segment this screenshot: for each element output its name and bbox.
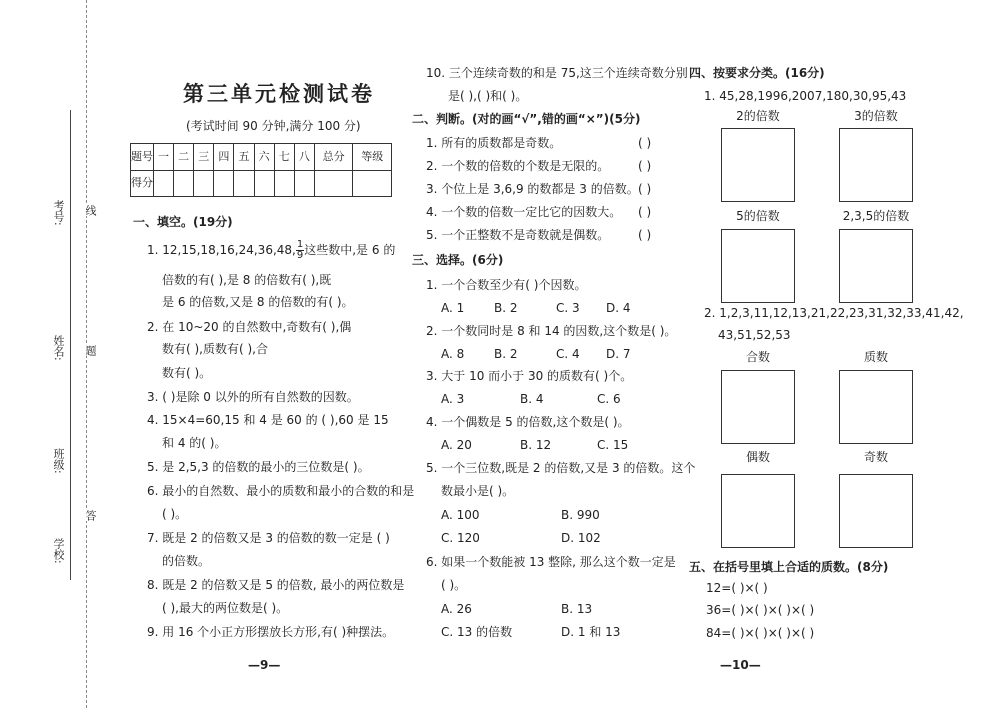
s3-q6-opt-a: A. 26 — [441, 602, 472, 616]
s3-q6-opt-c: C. 13 的倍数 — [441, 625, 513, 639]
s3-q6-opt-d: D. 1 和 13 — [561, 625, 621, 639]
s1-q2-line1: 2. 在 10~20 的自然数中,奇数有( ),偶 — [147, 320, 352, 334]
score-header-cell: 一 — [154, 144, 174, 171]
answer-box-prime[interactable] — [839, 370, 913, 444]
label-multiples-of-3: 3的倍数 — [854, 109, 898, 123]
score-header-cell: 七 — [274, 144, 294, 171]
score-input-cell[interactable] — [314, 170, 353, 197]
s1-q1-line1 — [147, 240, 395, 261]
score-header-cell: 二 — [174, 144, 194, 171]
s3-q5-opt-b: B. 990 — [561, 508, 600, 522]
da-text: 答 — [84, 510, 97, 521]
score-input-cell[interactable] — [214, 170, 234, 197]
s3-q6-opt-b: B. 13 — [561, 602, 593, 616]
s5-line-12: 12=( )×( ) — [706, 581, 768, 595]
s5-line-36: 36=( )×( )×( )×( ) — [706, 603, 815, 617]
judgment-answer-paren[interactable]: ( ) — [638, 228, 652, 242]
s3-q5-stem-2: 数最小是( )。 — [441, 484, 515, 498]
judgment-answer-paren[interactable]: ( ) — [638, 182, 652, 196]
exam-subtitle: (考试时间 90 分钟,满分 100 分) — [186, 119, 361, 133]
judgment-item: 1. 所有的质数都是奇数。 — [426, 136, 562, 150]
fraction-denominator: 9 — [296, 250, 304, 261]
label-multiples-of-5: 5的倍数 — [736, 209, 780, 223]
s1-q4-line2: 和 4 的( )。 — [162, 436, 227, 450]
answer-box-multiples-of-3[interactable] — [839, 128, 913, 202]
score-header-cell: 总分 — [314, 144, 353, 171]
exam-no-label: 考号: — [52, 200, 65, 226]
s3-q1-opt-d: D. 4 — [606, 301, 631, 315]
class-label: 班级: — [52, 448, 65, 474]
s3-q1-opt-b: B. 2 — [494, 301, 518, 315]
q10-line1: 10. 三个连续奇数的和是 75,这三个连续奇数分别 — [426, 66, 688, 80]
s3-q3-stem: 3. 大于 10 而小于 30 的质数有( )个。 — [426, 369, 633, 383]
s1-q2-line3: 数有( )。 — [162, 366, 212, 380]
label-even: 偶数 — [745, 450, 770, 464]
s3-q4-opt-b: B. 12 — [520, 438, 552, 452]
label-odd: 奇数 — [863, 450, 888, 464]
score-input-cell[interactable] — [254, 170, 274, 197]
s5-line-84: 84=( )×( )×( )×( ) — [706, 626, 815, 640]
s1-q1-text-b: 这些数中,是 6 的 — [304, 243, 396, 257]
score-header-cell: 四 — [214, 144, 234, 171]
s3-q5-opt-a: A. 100 — [441, 508, 480, 522]
judgment-item: 5. 一个正整数不是奇数就是偶数。 — [426, 228, 610, 242]
answer-box-multiples-of-235[interactable] — [839, 229, 913, 303]
s3-q6-stem-2: ( )。 — [441, 578, 467, 592]
score-header-cell: 三 — [194, 144, 214, 171]
section1-heading: 一、填空。(19分) — [133, 215, 233, 229]
judgment-item: 2. 一个数的倍数的个数是无限的。 — [426, 159, 610, 173]
fraction — [296, 240, 304, 261]
score-input-cell[interactable] — [154, 170, 174, 197]
score-input-cell[interactable] — [174, 170, 194, 197]
ti-text: 题 — [84, 345, 97, 356]
s1-q5: 5. 是 2,5,3 的倍数的最小的三位数是( )。 — [147, 460, 370, 474]
s3-q3-opt-b: B. 4 — [520, 392, 544, 406]
label-composite: 合数 — [745, 350, 770, 364]
s1-q7-line1: 7. 既是 2 的倍数又是 3 的倍数的数一定是 ( ) — [147, 531, 390, 545]
page-number-right: —10— — [720, 658, 761, 672]
page-number-left: —9— — [248, 658, 281, 672]
s1-q9: 9. 用 16 个小正方形摆放长方形,有( )种摆法。 — [147, 625, 395, 639]
s4-q1-numbers: 1. 45,28,1996,2007,180,30,95,43 — [704, 89, 907, 103]
judgment-answer-paren[interactable]: ( ) — [638, 205, 652, 219]
score-header-cell: 五 — [234, 144, 254, 171]
binding-solid-line — [70, 110, 71, 580]
s1-q1-line3: 是 6 的倍数,又是 8 的倍数的有( )。 — [162, 295, 354, 309]
score-input-cell[interactable] — [234, 170, 254, 197]
judgment-answer-paren[interactable]: ( ) — [638, 136, 652, 150]
answer-box-multiples-of-2[interactable] — [721, 128, 795, 202]
s1-q7-line2: 的倍数。 — [162, 554, 211, 568]
s3-q2-stem: 2. 一个数同时是 8 和 14 的因数,这个数是( )。 — [426, 324, 677, 338]
s3-q2-opt-d: D. 7 — [606, 347, 631, 361]
s3-q4-opt-a: A. 20 — [441, 438, 472, 452]
school-label: 学校: — [52, 538, 65, 564]
answer-box-composite[interactable] — [721, 370, 795, 444]
s3-q4-opt-c: C. 15 — [597, 438, 629, 452]
page-title: 第三单元检测试卷 — [183, 81, 375, 106]
score-row-label: 得分 — [131, 170, 154, 197]
s3-q3-opt-c: C. 6 — [597, 392, 621, 406]
s1-q1-text-a: 1. 12,15,18,16,24,36,48, — [147, 243, 296, 257]
score-input-cell[interactable] — [194, 170, 214, 197]
s1-q3: 3. ( )是除 0 以外的所有自然数的因数。 — [147, 390, 359, 404]
s1-q6-line2: ( )。 — [162, 507, 188, 521]
answer-box-even[interactable] — [721, 474, 795, 548]
s4-q2-numbers-1: 2. 1,2,3,11,12,13,21,22,23,31,32,33,41,42, — [704, 306, 964, 320]
fraction-numerator: 1 — [296, 239, 304, 250]
q10-line2: 是( ),( )和( )。 — [448, 89, 528, 103]
s1-q8-line2: ( ),最大的两位数是( )。 — [162, 601, 289, 615]
s1-q6-line1: 6. 最小的自然数、最小的质数和最小的合数的和是 — [147, 484, 415, 498]
s3-q2-opt-b: B. 2 — [494, 347, 518, 361]
score-header-cell: 八 — [294, 144, 314, 171]
s1-q1-line2: 倍数的有( ),是 8 的倍数有( ),既 — [162, 273, 332, 287]
answer-box-multiples-of-5[interactable] — [721, 229, 795, 303]
s3-q6-stem-1: 6. 如果一个数能被 13 整除, 那么这个数一定是 — [426, 555, 676, 569]
s3-q2-opt-c: C. 4 — [556, 347, 580, 361]
s3-q1-stem: 1. 一个合数至少有( )个因数。 — [426, 278, 587, 292]
section2-heading: 二、判断。(对的画“√”,错的画“×”)(5分) — [412, 112, 641, 126]
line-text: 线 — [84, 205, 97, 216]
score-table — [130, 143, 392, 197]
s3-q1-opt-c: C. 3 — [556, 301, 580, 315]
score-header-cell: 六 — [254, 144, 274, 171]
judgment-item: 4. 一个数的倍数一定比它的因数大。 — [426, 205, 622, 219]
s1-q4-line1: 4. 15×4=60,15 和 4 是 60 的 ( ),60 是 15 — [147, 413, 389, 427]
score-header-cell: 等级 — [353, 144, 392, 171]
judgment-answer-paren[interactable]: ( ) — [638, 159, 652, 173]
section4-heading: 四、按要求分类。(16分) — [689, 66, 825, 80]
score-input-cell[interactable] — [294, 170, 314, 197]
score-header-cell: 题号 — [131, 144, 154, 171]
score-input-cell[interactable] — [353, 170, 392, 197]
score-input-cell[interactable] — [274, 170, 294, 197]
label-prime: 质数 — [863, 350, 888, 364]
s3-q2-opt-a: A. 8 — [441, 347, 465, 361]
s3-q4-stem: 4. 一个偶数是 5 的倍数,这个数是( )。 — [426, 415, 630, 429]
s3-q1-opt-a: A. 1 — [441, 301, 465, 315]
s3-q5-stem-1: 5. 一个三位数,既是 2 的倍数,又是 3 的倍数。这个 — [426, 461, 696, 475]
s1-q8-line1: 8. 既是 2 的倍数又是 5 的倍数, 最小的两位数是 — [147, 578, 405, 592]
section3-heading: 三、选择。(6分) — [412, 253, 504, 267]
name-label: 姓名: — [52, 335, 65, 361]
section5-heading: 五、在括号里填上合适的质数。(8分) — [689, 560, 889, 574]
s4-q2-numbers-2: 43,51,52,53 — [718, 328, 791, 342]
s3-q5-opt-c: C. 120 — [441, 531, 480, 545]
s3-q5-opt-d: D. 102 — [561, 531, 601, 545]
judgment-item: 3. 个位上是 3,6,9 的数都是 3 的倍数。 — [426, 182, 639, 196]
s3-q3-opt-a: A. 3 — [441, 392, 465, 406]
s1-q2-line2: 数有( ),质数有( ),合 — [162, 342, 268, 356]
label-multiples-of-2: 2的倍数 — [736, 109, 780, 123]
answer-box-odd[interactable] — [839, 474, 913, 548]
label-multiples-of-235: 2,3,5的倍数 — [842, 209, 910, 223]
